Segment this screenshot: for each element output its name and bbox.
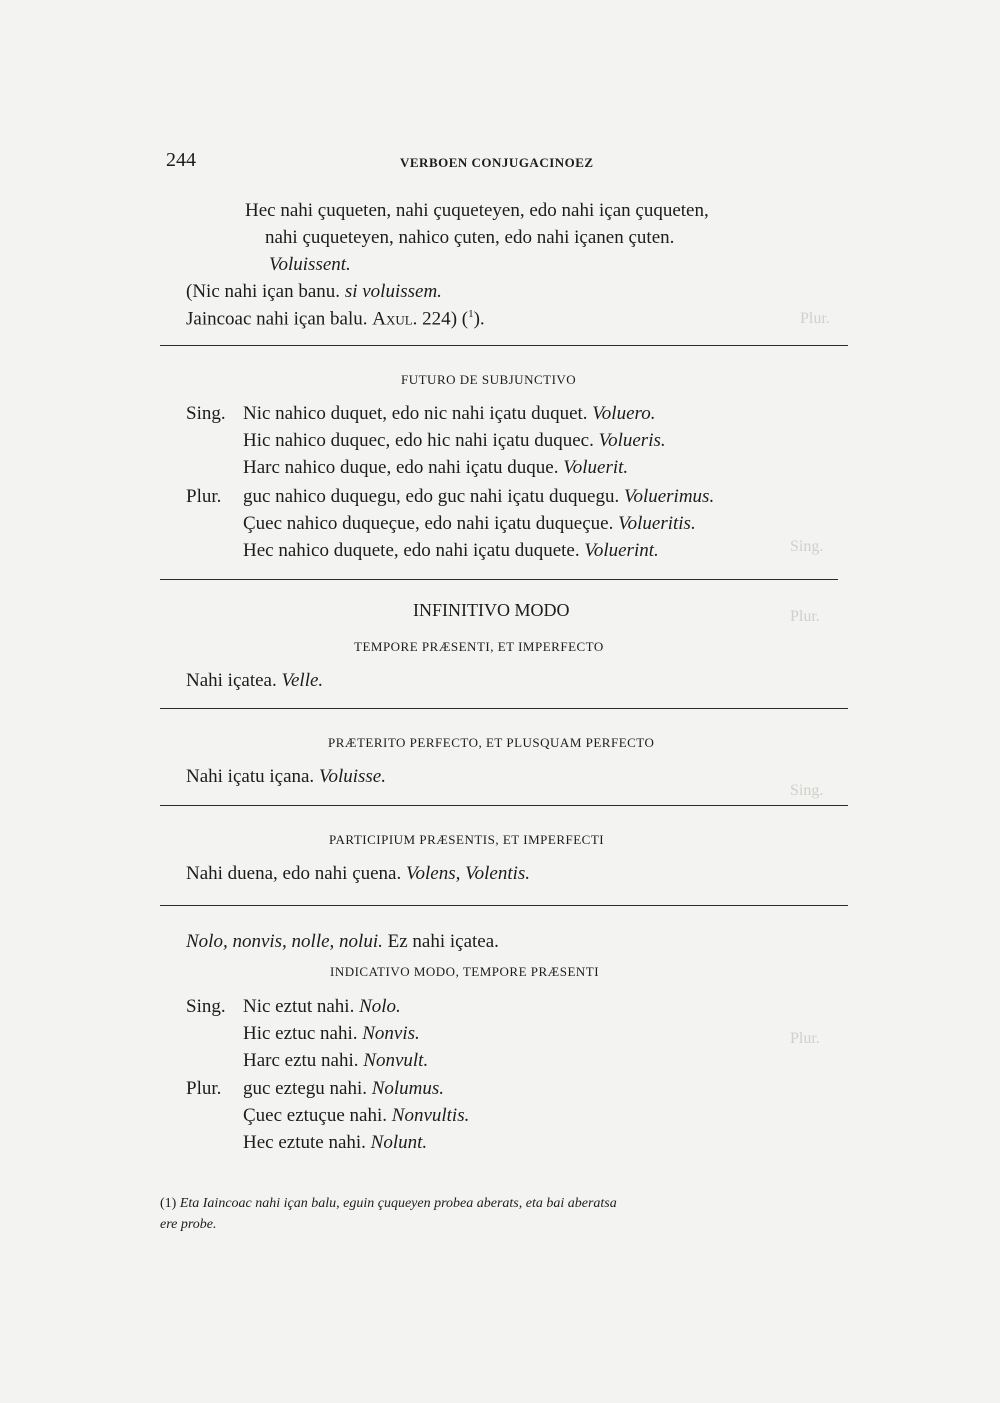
quote-line-1 <box>186 282 442 301</box>
top-line-2: nahi çuqueteyen, nahico çuten, edo nahi içanen çuten. <box>265 227 675 248</box>
nolo-row-text: Hec eztute nahi. <box>243 1132 371 1153</box>
quote-2-ref: Axul. 224 <box>372 308 451 330</box>
nolo-line <box>186 932 499 951</box>
infinitivo-latin: Velle. <box>281 670 324 691</box>
futuro-row-2 <box>243 431 666 450</box>
nolo-row-latin: Nolumus. <box>371 1078 445 1099</box>
rule-1 <box>160 345 848 346</box>
praeterito-text: Nahi içatu içana. <box>186 766 319 787</box>
quote-2-text: Jaincoac nahi içan balu. <box>186 308 373 330</box>
participium-latin: Volens, Volentis. <box>406 863 531 884</box>
nolo-heading: INDICATIVO MODO, TEMPORE PRÆSENTI <box>330 964 600 979</box>
futuro-row-text: Hic nahico duquec, edo hic nahi içatu duquec. <box>243 430 599 451</box>
running-title: VERBOEN CONJUGACINOEZ <box>400 155 594 170</box>
bleed-through-left-1: Plur. <box>800 310 830 327</box>
futuro-row-text: guc nahico duquegu, edo guc nahi içatu duquegu. <box>243 486 624 507</box>
praeterito-heading: PRÆTERITO PERFECTO, ET PLUSQUAM PERFECTO <box>328 735 655 750</box>
page-number: 244 <box>166 149 196 171</box>
quote-line-2 <box>186 309 485 328</box>
nolo-row-text: Nic eztut nahi. <box>243 996 360 1017</box>
futuro-row-text: Harc nahico duque, edo nahi içatu duque. <box>243 457 564 478</box>
futuro-row-latin: Voluerint. <box>584 540 659 561</box>
nolo-row-latin: Nolo. <box>359 996 401 1017</box>
quote-1-latin: si voluissem. <box>344 281 442 302</box>
bleed-through-right-2: Plur. <box>790 608 820 625</box>
futuro-row-latin: Voluerit. <box>563 457 629 478</box>
rule-2 <box>160 579 838 580</box>
praeterito-latin: Voluisse. <box>318 766 386 787</box>
infinitivo-title: INFINITIVO MODO <box>413 600 570 620</box>
rule-4 <box>160 805 848 806</box>
footnote-line-2: ere probe. <box>160 1217 217 1232</box>
futuro-row-6 <box>243 541 659 560</box>
quote-2-end: ). <box>473 308 485 330</box>
bleed-through-right-3: Sing. <box>790 782 824 799</box>
futuro-row-latin: Volueris. <box>598 430 666 451</box>
futuro-row-latin: Voluerimus. <box>623 486 715 507</box>
nolo-text: Ez nahi içatea. <box>382 931 499 952</box>
participium-heading: PARTICIPIUM PRÆSENTIS, ET IMPERFECTI <box>329 832 605 847</box>
futuro-row-4 <box>243 487 714 506</box>
nolo-row-6 <box>243 1133 427 1152</box>
nolo-row-text: Çuec eztuçue nahi. <box>243 1105 392 1126</box>
footnote-ref: 1 <box>468 308 474 320</box>
nolo-row-latin: Nonvult. <box>363 1050 429 1071</box>
nolo-row-4 <box>243 1079 444 1098</box>
futuro-row-text: Nic nahico duquet, edo nic nahi içatu duquet. <box>243 403 593 424</box>
futuro-row-latin: Volueritis. <box>618 513 696 534</box>
nolo-sing-label: Sing. <box>186 996 226 1017</box>
footnote-text: Eta Iaincoac nahi içan balu, eguin çuqueyen probea aberats, eta bai aberatsa <box>179 1196 617 1211</box>
nolo-latin: Nolo, nonvis, nolle, nolui. <box>186 931 383 952</box>
nolo-row-2 <box>243 1024 420 1043</box>
futuro-heading: FUTURO DE SUBJUNCTIVO <box>401 372 577 387</box>
nolo-row-text: guc eztegu nahi. <box>243 1078 372 1099</box>
futuro-row-3 <box>243 458 628 477</box>
infinitivo-subheading: TEMPORE PRÆSENTI, ET IMPERFECTO <box>354 639 604 654</box>
futuro-sing-label: Sing. <box>186 403 226 424</box>
nolo-row-latin: Nonvis. <box>362 1023 420 1044</box>
top-line-1: Hec nahi çuqueten, nahi çuqueteyen, edo nahi içan çuqueten, <box>245 200 709 221</box>
futuro-row-latin: Voluero. <box>592 403 656 424</box>
participium-line <box>186 864 530 883</box>
quote-1-text: (Nic nahi içan banu. <box>186 281 345 302</box>
top-latin: Voluissent. <box>269 254 351 275</box>
quote-2-paren: ) ( <box>450 308 469 330</box>
nolo-row-latin: Nolunt. <box>370 1132 428 1153</box>
footnote-line-1 <box>160 1196 617 1212</box>
nolo-row-1 <box>243 997 401 1016</box>
bleed-through-right-1: Sing. <box>790 538 824 555</box>
nolo-row-5 <box>243 1106 469 1125</box>
rule-3 <box>160 708 848 709</box>
futuro-row-text: Çuec nahico duqueçue, edo nahi içatu duqueçue. <box>243 513 619 534</box>
participium-text: Nahi duena, edo nahi çuena. <box>186 863 406 884</box>
nolo-row-latin: Nonvultis. <box>391 1105 470 1126</box>
infinitivo-line <box>186 671 323 690</box>
nolo-plur-label: Plur. <box>186 1078 222 1099</box>
nolo-row-text: Harc eztu nahi. <box>243 1050 364 1071</box>
futuro-row-1 <box>243 404 655 423</box>
bleed-through-right-4: Plur. <box>790 1030 820 1047</box>
nolo-row-text: Hic eztuc nahi. <box>243 1023 363 1044</box>
futuro-row-text: Hec nahico duquete, edo nahi içatu duquete. <box>243 540 585 561</box>
nolo-row-3 <box>243 1051 428 1070</box>
futuro-row-5 <box>243 514 696 533</box>
praeterito-line <box>186 767 386 786</box>
rule-5 <box>160 905 848 906</box>
futuro-plur-label: Plur. <box>186 486 222 507</box>
infinitivo-text: Nahi içatea. <box>186 670 282 691</box>
footnote-marker: (1) <box>160 1196 180 1211</box>
